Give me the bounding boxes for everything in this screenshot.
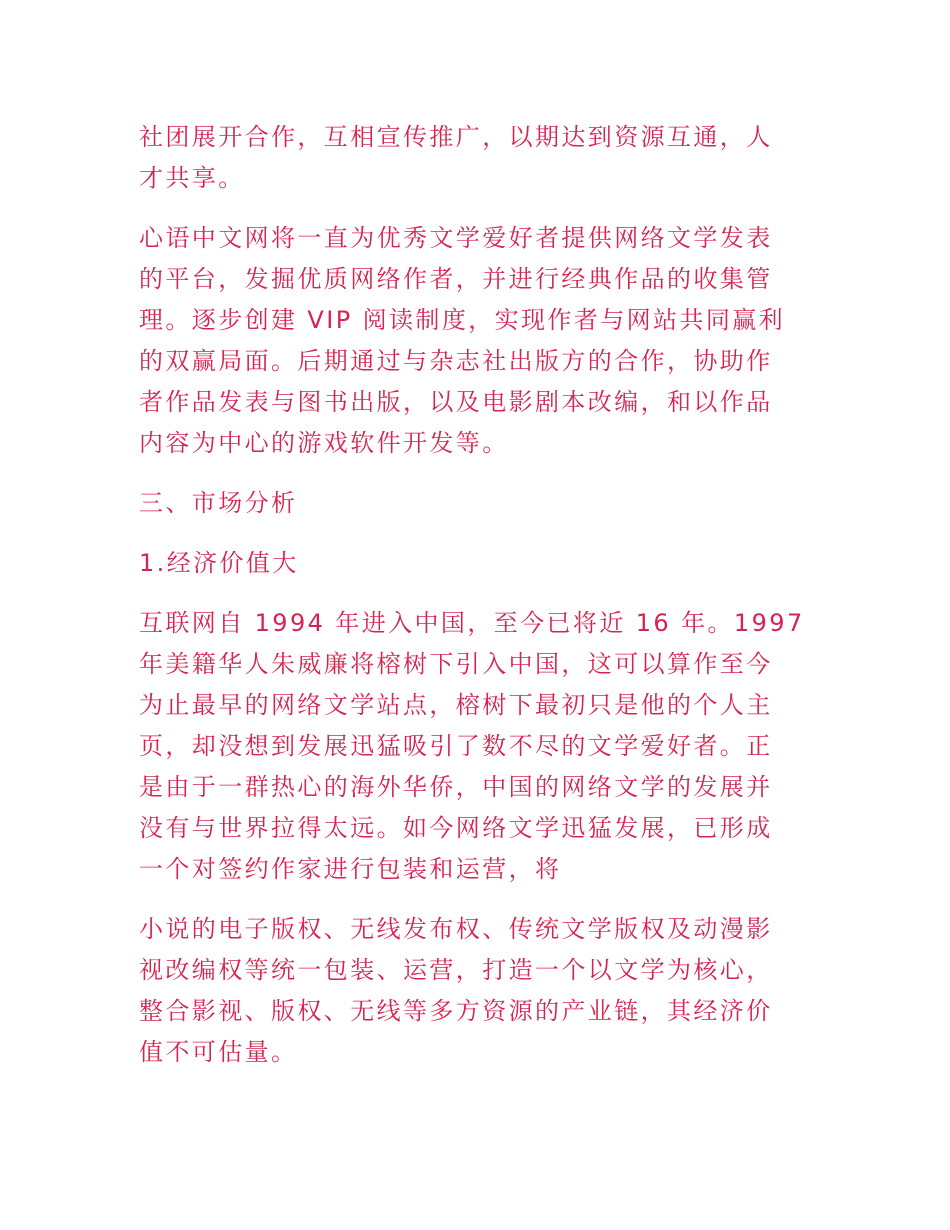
paragraph-plan [139,218,799,464]
text-line: 理。逐步创建 VIP 阅读制度，实现作者与网站共同赢利 [139,306,786,334]
section-heading [139,483,799,524]
text-line: 的平台，发掘优质网络作者，并进行经典作品的收集管 [139,265,773,293]
text-line: 内容为中心的游戏软件开发等。 [139,429,509,457]
text-line: 为止最早的网络文学站点，榕树下最初只是他的个人主 [139,691,773,719]
paragraph-spacer [139,464,799,483]
paragraph-history [139,603,805,890]
text-line: 的双赢局面。后期通过与杂志社出版方的合作，协助作 [139,347,773,375]
text-line: 一个对签约作家进行包装和运营，将 [139,855,562,883]
text-line: 心语中文网将一直为优秀文学爱好者提供网络文学发表 [139,224,773,252]
text-line: 社团展开合作，互相宣传推广，以期达到资源互通，人 [139,123,773,151]
text-line: 整合影视、版权、无线等多方资源的产业链，其经济价 [139,997,773,1025]
paragraph-spacer [139,199,799,218]
paragraph-cooperation [139,117,799,199]
paragraph-spacer [139,524,799,543]
paragraph-spacer [139,890,799,909]
subsection-heading [139,543,799,584]
text-line: 者作品发表与图书出版，以及电影剧本改编，和以作品 [139,388,773,416]
paragraph-spacer [139,584,799,603]
paragraph-industry-chain [139,909,799,1073]
document-body [139,117,805,1073]
text-line: 没有与世界拉得太远。如今网络文学迅猛发展，已形成 [139,814,773,842]
text-line: 才共享。 [139,164,245,192]
text-line: 页，却没想到发展迅猛吸引了数不尽的文学爱好者。正 [139,732,773,760]
text-line: 三、市场分析 [139,489,298,517]
text-line: 视改编权等统一包装、运营，打造一个以文学为核心， [139,956,773,984]
text-line: 1.经济价值大 [139,549,299,577]
text-line: 小说的电子版权、无线发布权、传统文学版权及动漫影 [139,915,773,943]
text-line: 值不可估量。 [139,1038,298,1066]
text-line: 年美籍华人朱威廉将榕树下引入中国，这可以算作至今 [139,650,773,678]
text-line: 是由于一群热心的海外华侨，中国的网络文学的发展并 [139,773,773,801]
text-line: 互联网自 1994 年进入中国，至今已将近 16 年。1997 [139,609,805,637]
